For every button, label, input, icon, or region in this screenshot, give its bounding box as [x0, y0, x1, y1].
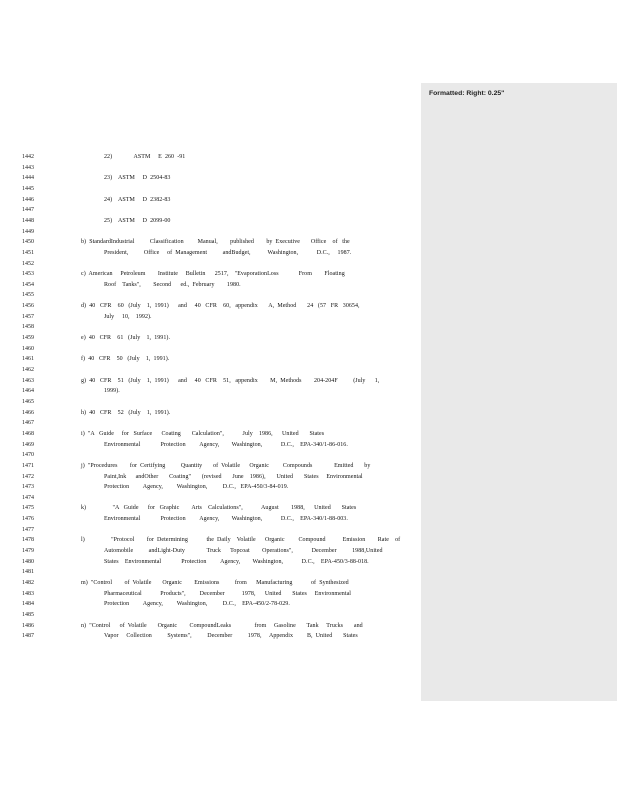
line-text: n) "Control of Volatile Organic CompoundLeaks from Gasoline Tank Trucks and: [81, 622, 363, 629]
line-text: l) "Protocol for Determining the Daily Volatile Organic Compound Emission Rate of: [81, 537, 401, 544]
line-number: 1467: [22, 420, 34, 427]
line-number: 1471: [22, 462, 34, 469]
line-number: 1461: [22, 356, 34, 363]
line-number: 1447: [22, 207, 34, 214]
line-number: 1477: [22, 526, 34, 533]
line-number: 1442: [22, 154, 34, 160]
line-text: c) American Petroleum Institute Bulletin 2517, "EvaporationLoss From Floating: [81, 271, 345, 278]
line-text: Automobile andLight-Duty Truck Topcoat Operations", December 1988,United: [104, 548, 383, 555]
line-text: 24) ASTM D 2382-83: [104, 196, 171, 203]
line-text: d) 40 CFR 60 (July 1, 1991) and 40 CFR 60, appendix A, Method 24 (57 FR 30654,: [81, 303, 360, 310]
line-number: 1478: [22, 537, 34, 544]
line-text: Paint,Ink andOther Coating" (revised June 1986), United States Environmental: [104, 473, 363, 480]
line-text: g) 40 CFR 51 (July 1, 1991) and 40 CFR 51, appendix M, Methods 204-204F (July 1,: [81, 377, 380, 384]
line-number: 1465: [22, 398, 34, 405]
line-number: 1466: [22, 409, 34, 416]
line-number: 1459: [22, 335, 34, 342]
line-text: Environmental Protection Agency, Washington, D.C., EPA-340/1-86-016.: [104, 441, 348, 448]
line-text: i) "A Guide for Surface Coating Calculation", July 1986, United States: [81, 430, 325, 437]
line-number: 1474: [22, 494, 34, 501]
line-number: 1451: [22, 249, 34, 256]
line-number: 1476: [22, 516, 34, 523]
line-text: Vapor Collection Systems", December 1978, Appendix B, United States: [104, 633, 358, 640]
line-text: July 10, 1992).: [104, 313, 152, 320]
line-number: 1456: [22, 303, 34, 310]
line-text: Environmental Protection Agency, Washington, D.C., EPA-340/1-88-003.: [104, 516, 348, 523]
line-number: 1453: [22, 271, 34, 278]
line-number: 1444: [22, 175, 34, 182]
line-number: 1462: [22, 367, 34, 373]
line-number: 1460: [22, 345, 34, 352]
line-text: m) "Control of Volatile Organic Emissions from Manufacturing of Synthesized: [81, 580, 349, 586]
line-text: j) "Procedures for Certifying Quantity of Volatile Organic Compounds Emitted by: [81, 462, 371, 469]
line-number: 1446: [22, 196, 34, 203]
line-text: e) 40 CFR 61 (July 1, 1991).: [81, 335, 170, 342]
line-number: 1443: [22, 164, 34, 171]
line-number: 1458: [22, 324, 34, 331]
line-number: 1448: [22, 217, 34, 224]
line-number: 1463: [22, 377, 34, 384]
line-text: 1999).: [104, 388, 120, 395]
line-number: 1479: [22, 548, 34, 555]
line-number: 1482: [22, 580, 34, 586]
line-text: Roof Tanks", Second ed., February 1980.: [104, 281, 241, 288]
line-text: f) 40 CFR 50 (July 1, 1991).: [81, 356, 170, 363]
line-text: 25) ASTM D 2099-00: [104, 217, 171, 224]
line-number: 1445: [22, 185, 34, 192]
line-text: Protection Agency, Washington, D.C., EPA-450/3-84-019.: [104, 484, 289, 491]
line-number: 1481: [22, 569, 34, 576]
line-text: Protection Agency, Washington, D.C., EPA-450/2-78-029.: [104, 601, 290, 608]
line-number: 1457: [22, 313, 34, 320]
line-text: President, Office of Management andBudget, Washington, D.C., 1987.: [104, 249, 352, 256]
line-number: 1470: [22, 452, 34, 459]
line-text: States Environmental Protection Agency, Washington, D.C., EPA-450/3-88-018.: [104, 558, 369, 565]
line-number: 1454: [22, 281, 34, 288]
line-number: 1487: [22, 633, 34, 640]
line-number: 1472: [22, 473, 34, 480]
line-number: 1484: [22, 601, 34, 608]
line-text: b) StandardIndustrial Classification Manual, published by Executive Office of the: [81, 239, 350, 246]
line-number: 1475: [22, 505, 34, 512]
line-number: 1468: [22, 430, 34, 437]
line-number: 1450: [22, 239, 34, 246]
line-text: Pharmaceutical Products", December 1978, United States Environmental: [104, 590, 351, 597]
line-number: 1486: [22, 622, 34, 629]
line-number: 1464: [22, 388, 34, 395]
line-text: 22) ASTM E 260 -91: [104, 154, 186, 160]
line-number: 1449: [22, 228, 34, 235]
line-text: h) 40 CFR 52 (July 1, 1991).: [81, 409, 171, 416]
line-text: 23) ASTM D 2504-83: [104, 175, 171, 182]
line-number: 1469: [22, 441, 34, 448]
line-text: k) "A Guide for Graphic Arts Calculations", August 1988, United States: [81, 505, 357, 512]
line-number: 1473: [22, 484, 34, 491]
line-number: 1452: [22, 260, 34, 267]
line-number: 1485: [22, 611, 34, 618]
comment-format-label: Formatted: Right: 0.25": [429, 90, 505, 97]
line-number: 1480: [22, 558, 34, 565]
line-number: 1483: [22, 590, 34, 597]
comment-pane: [421, 83, 617, 701]
line-number: 1455: [22, 292, 34, 299]
